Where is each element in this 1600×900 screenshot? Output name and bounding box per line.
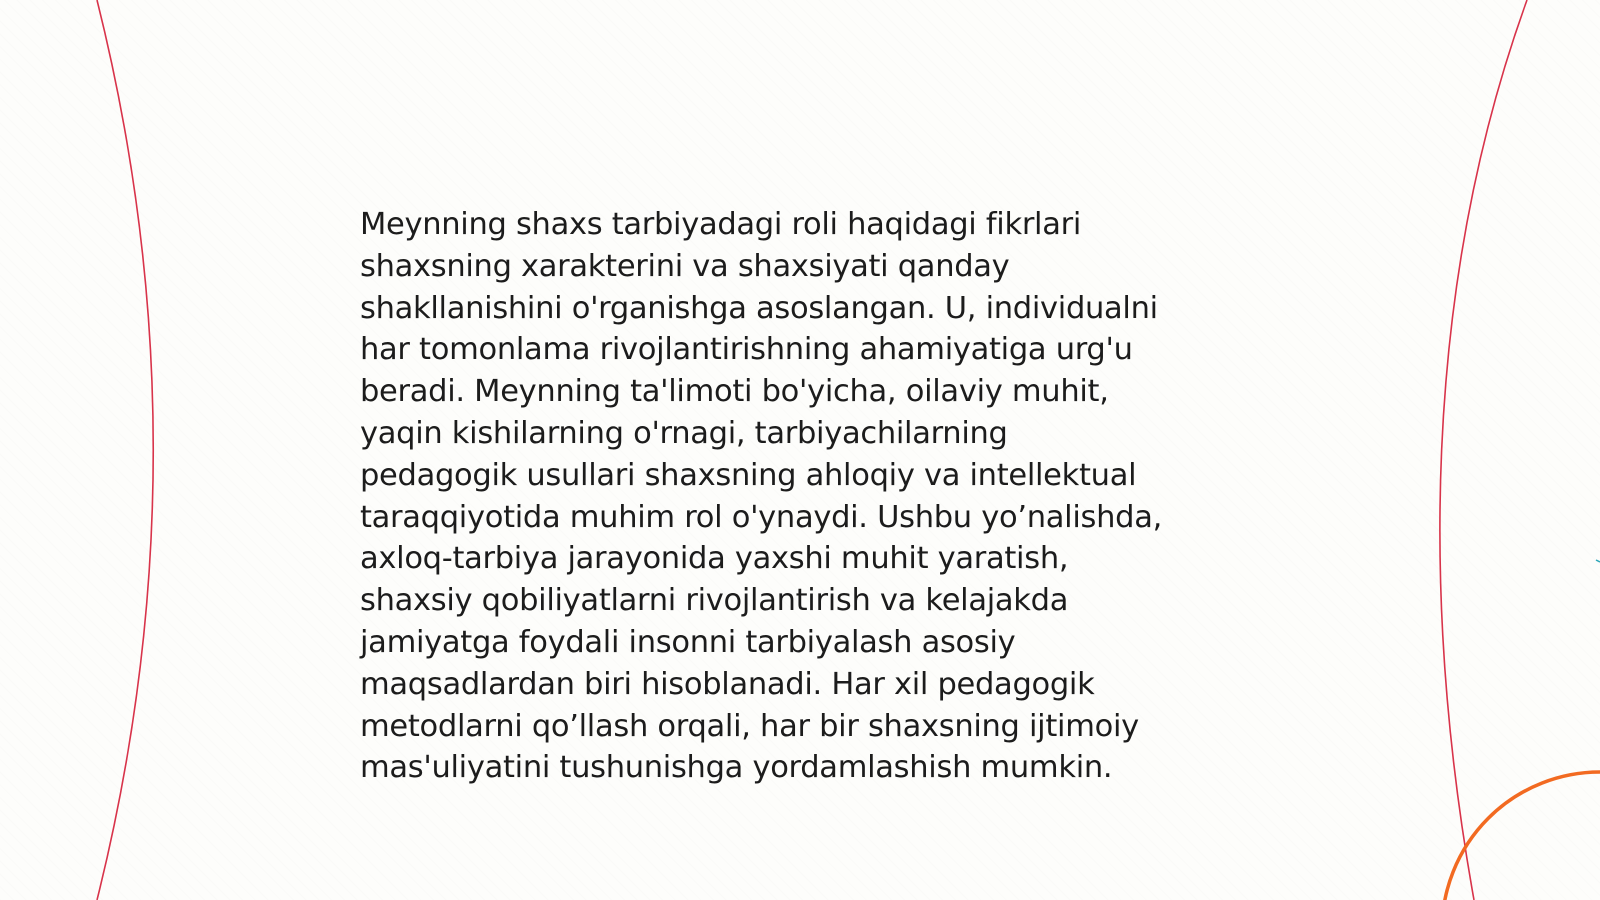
paragraph-line: pedagogik usullari shaxsning ahloqiy va intellektual [360,457,1137,493]
paragraph-line: mas'uliyatini tushunishga yordamlashish mumkin. [360,750,1113,786]
paragraph-line: taraqqiyotida muhim rol o'ynaydi. Ushbu yo’nalishda, [360,499,1162,535]
paragraph-line: axloq-tarbiya jarayonida yaxshi muhit yaratish, [360,541,1069,577]
paragraph-line: har tomonlama rivojlantirishning ahamiyatiga urg'u [360,332,1133,368]
paragraph-line: Meynning shaxs tarbiyadagi roli haqidagi fikrlari [360,207,1082,242]
paragraph-line: beradi. Meynning ta'limoti bo'yicha, oilaviy muhit, [360,374,1109,410]
paragraph-line: shakllanishini o'rganishga asoslangan. U, individualni [360,290,1158,326]
paragraph-line: maqsadlardan biri hisoblanadi. Har xil pedagogik [360,666,1095,702]
paragraph-line: jamiyatga foydali insonni tarbiyalash asosiy [360,624,1016,660]
body-paragraph [360,204,1230,789]
paragraph-line: yaqin kishilarning o'rnagi, tarbiyachilarning [360,415,1008,451]
teal-mark-icon [1596,560,1600,562]
right-red-curve-icon [1440,0,1527,900]
paragraph-line: shaxsning xarakterini va shaxsiyati qanday [360,248,1010,284]
paragraph-line: shaxsiy qobiliyatlarni rivojlantirish va kelajakda [360,583,1069,619]
paragraph-line: metodlarni qo’llash orqali, har bir shaxsning ijtimoiy [360,708,1139,744]
left-red-curve-icon [97,0,153,900]
orange-arc-icon [1442,772,1600,900]
